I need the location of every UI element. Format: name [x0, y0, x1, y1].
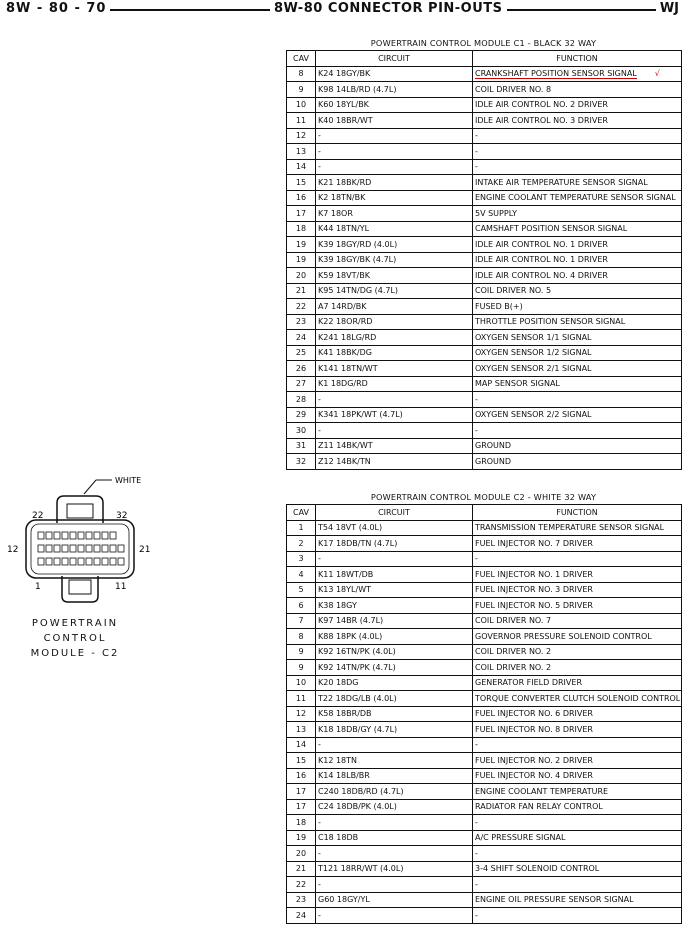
function-cell: OXYGEN SENSOR 1/1 SIGNAL	[473, 330, 682, 346]
circuit-cell: K11 18WT/DB	[316, 567, 473, 583]
table-row	[287, 598, 682, 614]
circuit-cell: K1 18DG/RD	[316, 376, 473, 392]
table-row	[287, 82, 682, 98]
table-row	[287, 299, 682, 315]
circuit-cell: K58 18BR/DB	[316, 706, 473, 722]
annotated-function-text: CRANKSHAFT POSITION SENSOR SIGNAL	[475, 69, 637, 79]
function-cell: OXYGEN SENSOR 1/2 SIGNAL	[473, 345, 682, 361]
circuit-cell: -	[316, 815, 473, 831]
function-cell: MAP SENSOR SIGNAL	[473, 376, 682, 392]
connector-pin-grid	[38, 532, 124, 565]
c2-table-title: POWERTRAIN CONTROL MODULE C2 - WHITE 32 WAY	[370, 492, 597, 502]
cav-cell: 13	[287, 722, 316, 738]
cav-cell: 17	[287, 206, 316, 222]
circuit-cell: K39 18GY/RD (4.0L)	[316, 237, 473, 253]
table-row	[287, 768, 682, 784]
table-row	[287, 784, 682, 800]
circuit-cell: K241 18LG/RD	[316, 330, 473, 346]
table-row	[287, 97, 682, 113]
function-cell: -	[473, 128, 682, 144]
table-row	[287, 113, 682, 129]
cav-cell: 26	[287, 361, 316, 377]
function-cell: ENGINE OIL PRESSURE SENSOR SIGNAL	[473, 892, 682, 908]
function-cell: COIL DRIVER NO. 8	[473, 82, 682, 98]
circuit-cell: K21 18BK/RD	[316, 175, 473, 191]
circuit-header: CIRCUIT	[316, 51, 473, 67]
function-cell: THROTTLE POSITION SENSOR SIGNAL	[473, 314, 682, 330]
section-number: 8W - 80 - 70	[6, 1, 110, 16]
table-row	[287, 861, 682, 877]
table-row	[287, 361, 682, 377]
circuit-cell: -	[316, 144, 473, 160]
c1-table-title: POWERTRAIN CONTROL MODULE C1 - BLACK 32 WAY	[370, 38, 597, 48]
function-cell: -	[473, 392, 682, 408]
cav-cell: 16	[287, 190, 316, 206]
circuit-cell: K98 14LB/RD (4.7L)	[316, 82, 473, 98]
table-row	[287, 314, 682, 330]
circuit-cell: Z12 14BK/TN	[316, 454, 473, 470]
function-cell: IDLE AIR CONTROL NO. 1 DRIVER	[473, 237, 682, 253]
table-row	[287, 706, 682, 722]
function-cell: FUEL INJECTOR NO. 6 DRIVER	[473, 706, 682, 722]
circuit-cell: K40 18BR/WT	[316, 113, 473, 129]
page-title: 8W-80 CONNECTOR PIN-OUTS	[270, 1, 507, 16]
function-cell: COIL DRIVER NO. 2	[473, 660, 682, 676]
pin-number-32: 32	[116, 511, 128, 521]
pin-number-12: 12	[7, 545, 19, 555]
c2-pinout-table	[286, 504, 682, 924]
pin-number-1: 1	[35, 582, 41, 592]
cav-cell: 9	[287, 660, 316, 676]
caption-line-1: POWERTRAIN	[31, 618, 119, 629]
table-row	[287, 454, 682, 470]
circuit-cell: T121 18RR/WT (4.0L)	[316, 861, 473, 877]
cav-cell: 25	[287, 345, 316, 361]
circuit-cell: K20 18DG	[316, 675, 473, 691]
function-cell: FUEL INJECTOR NO. 1 DRIVER	[473, 567, 682, 583]
circuit-cell: -	[316, 128, 473, 144]
function-cell: -	[473, 551, 682, 567]
table-row	[287, 330, 682, 346]
function-cell: COIL DRIVER NO. 7	[473, 613, 682, 629]
table-row	[287, 206, 682, 222]
function-cell: IDLE AIR CONTROL NO. 4 DRIVER	[473, 268, 682, 284]
cav-cell: 1	[287, 520, 316, 536]
circuit-cell: K13 18YL/WT	[316, 582, 473, 598]
cav-cell: 21	[287, 283, 316, 299]
function-cell: FUEL INJECTOR NO. 8 DRIVER	[473, 722, 682, 738]
cav-cell: 6	[287, 598, 316, 614]
table-row	[287, 345, 682, 361]
cav-cell: 15	[287, 753, 316, 769]
circuit-cell: C240 18DB/RD (4.7L)	[316, 784, 473, 800]
table-row	[287, 753, 682, 769]
cav-header: CAV	[287, 505, 316, 521]
cav-cell: 23	[287, 892, 316, 908]
function-cell: -	[473, 846, 682, 862]
circuit-cell: K341 18PK/WT (4.7L)	[316, 407, 473, 423]
circuit-cell: -	[316, 392, 473, 408]
checkmark-annotation: √	[654, 69, 660, 79]
circuit-cell: K39 18GY/BK (4.7L)	[316, 252, 473, 268]
table-row	[287, 660, 682, 676]
table-row	[287, 128, 682, 144]
table-row	[287, 66, 682, 82]
circuit-cell: K17 18DB/TN (4.7L)	[316, 536, 473, 552]
cav-cell: 22	[287, 877, 316, 893]
caption-line-3: MODULE - C2	[30, 648, 120, 659]
function-cell: -	[473, 737, 682, 753]
function-cell: FUEL INJECTOR NO. 4 DRIVER	[473, 768, 682, 784]
circuit-cell: K44 18TN/YL	[316, 221, 473, 237]
circuit-cell: K18 18DB/GY (4.7L)	[316, 722, 473, 738]
function-cell: GOVERNOR PRESSURE SOLENOID CONTROL	[473, 629, 682, 645]
function-header: FUNCTION	[473, 505, 682, 521]
table-row	[287, 908, 682, 924]
function-cell	[473, 66, 682, 82]
cav-cell: 18	[287, 815, 316, 831]
circuit-cell: K92 14TN/PK (4.7L)	[316, 660, 473, 676]
table-row	[287, 221, 682, 237]
cav-cell: 11	[287, 691, 316, 707]
pin-number-22: 22	[32, 511, 44, 521]
cav-cell: 10	[287, 97, 316, 113]
circuit-cell: K59 18VT/BK	[316, 268, 473, 284]
circuit-cell: T54 18VT (4.0L)	[316, 520, 473, 536]
caption-line-2: CONTROL	[43, 633, 107, 644]
cav-cell: 24	[287, 908, 316, 924]
table-row	[287, 438, 682, 454]
table-row	[287, 423, 682, 439]
function-cell: ENGINE COOLANT TEMPERATURE SENSOR SIGNAL	[473, 190, 682, 206]
c1-pinout-table	[286, 50, 682, 470]
table-row	[287, 159, 682, 175]
function-cell: -	[473, 815, 682, 831]
table-row	[287, 691, 682, 707]
table-row	[287, 846, 682, 862]
c2-header-row	[287, 505, 682, 521]
function-cell: 5V SUPPLY	[473, 206, 682, 222]
cav-cell: 3	[287, 551, 316, 567]
cav-cell: 20	[287, 846, 316, 862]
function-cell: GROUND	[473, 454, 682, 470]
connector-face-drawing	[0, 468, 160, 618]
cav-cell: 19	[287, 830, 316, 846]
model-code: WJ	[656, 1, 679, 16]
function-cell: COIL DRIVER NO. 2	[473, 644, 682, 660]
circuit-cell: C24 18DB/PK (4.0L)	[316, 799, 473, 815]
table-row	[287, 190, 682, 206]
circuit-cell: -	[316, 846, 473, 862]
table-row	[287, 877, 682, 893]
table-row	[287, 268, 682, 284]
circuit-cell: K24 18GY/BK	[316, 66, 473, 82]
pin-number-21: 21	[139, 545, 151, 555]
cav-cell: 16	[287, 768, 316, 784]
cav-cell: 10	[287, 675, 316, 691]
table-row	[287, 613, 682, 629]
function-cell: ENGINE COOLANT TEMPERATURE	[473, 784, 682, 800]
table-row	[287, 830, 682, 846]
table-row	[287, 644, 682, 660]
table-row	[287, 892, 682, 908]
cav-cell: 19	[287, 237, 316, 253]
circuit-header: CIRCUIT	[316, 505, 473, 521]
function-cell: GENERATOR FIELD DRIVER	[473, 675, 682, 691]
cav-cell: 21	[287, 861, 316, 877]
function-cell: OXYGEN SENSOR 2/2 SIGNAL	[473, 407, 682, 423]
color-callout-label: WHITE	[115, 476, 142, 485]
circuit-cell: T22 18DG/LB (4.0L)	[316, 691, 473, 707]
circuit-cell: K88 18PK (4.0L)	[316, 629, 473, 645]
circuit-cell: -	[316, 551, 473, 567]
cav-cell: 8	[287, 66, 316, 82]
circuit-cell: K92 16TN/PK (4.0L)	[316, 644, 473, 660]
circuit-cell: Z11 14BK/WT	[316, 438, 473, 454]
function-cell: 3-4 SHIFT SOLENOID CONTROL	[473, 861, 682, 877]
table-row	[287, 582, 682, 598]
circuit-cell: A7 14RD/BK	[316, 299, 473, 315]
table-row	[287, 567, 682, 583]
table-row	[287, 629, 682, 645]
function-cell: -	[473, 144, 682, 160]
cav-cell: 23	[287, 314, 316, 330]
circuit-cell: K7 18OR	[316, 206, 473, 222]
function-cell: COIL DRIVER NO. 5	[473, 283, 682, 299]
function-cell: FUEL INJECTOR NO. 2 DRIVER	[473, 753, 682, 769]
function-cell: -	[473, 877, 682, 893]
function-cell: INTAKE AIR TEMPERATURE SENSOR SIGNAL	[473, 175, 682, 191]
cav-cell: 11	[287, 113, 316, 129]
table-row	[287, 536, 682, 552]
table-row	[287, 252, 682, 268]
table-row	[287, 722, 682, 738]
function-cell: GROUND	[473, 438, 682, 454]
connector-diagram	[0, 468, 160, 668]
cav-cell: 27	[287, 376, 316, 392]
table-row	[287, 520, 682, 536]
function-cell: FUEL INJECTOR NO. 7 DRIVER	[473, 536, 682, 552]
function-cell: -	[473, 908, 682, 924]
circuit-cell: K38 18GY	[316, 598, 473, 614]
table-row	[287, 392, 682, 408]
connector-caption	[0, 616, 150, 661]
function-cell: -	[473, 159, 682, 175]
cav-cell: 13	[287, 144, 316, 160]
circuit-cell: -	[316, 423, 473, 439]
cav-cell: 18	[287, 221, 316, 237]
cav-cell: 31	[287, 438, 316, 454]
cav-cell: 22	[287, 299, 316, 315]
table-row	[287, 283, 682, 299]
cav-cell: 19	[287, 252, 316, 268]
function-cell: FUEL INJECTOR NO. 5 DRIVER	[473, 598, 682, 614]
page-header	[0, 0, 683, 20]
cav-cell: 9	[287, 82, 316, 98]
function-cell: RADIATOR FAN RELAY CONTROL	[473, 799, 682, 815]
circuit-cell: C18 18DB	[316, 830, 473, 846]
cav-cell: 32	[287, 454, 316, 470]
cav-cell: 29	[287, 407, 316, 423]
table-row	[287, 675, 682, 691]
table-row	[287, 144, 682, 160]
cav-cell: 9	[287, 644, 316, 660]
circuit-cell: -	[316, 159, 473, 175]
table-row	[287, 376, 682, 392]
circuit-cell: K14 18LB/BR	[316, 768, 473, 784]
c1-header-row	[287, 51, 682, 67]
cav-cell: 4	[287, 567, 316, 583]
circuit-cell: K97 14BR (4.7L)	[316, 613, 473, 629]
function-cell: FUSED B(+)	[473, 299, 682, 315]
function-cell: IDLE AIR CONTROL NO. 1 DRIVER	[473, 252, 682, 268]
circuit-cell: G60 18GY/YL	[316, 892, 473, 908]
cav-cell: 5	[287, 582, 316, 598]
function-cell: IDLE AIR CONTROL NO. 3 DRIVER	[473, 113, 682, 129]
circuit-cell: -	[316, 737, 473, 753]
circuit-cell: K22 18OR/RD	[316, 314, 473, 330]
function-cell: TORQUE CONVERTER CLUTCH SOLENOID CONTROL	[473, 691, 682, 707]
cav-cell: 7	[287, 613, 316, 629]
function-cell: OXYGEN SENSOR 2/1 SIGNAL	[473, 361, 682, 377]
table-row	[287, 737, 682, 753]
cav-cell: 24	[287, 330, 316, 346]
cav-header: CAV	[287, 51, 316, 67]
circuit-cell: K12 18TN	[316, 753, 473, 769]
circuit-cell: K2 18TN/BK	[316, 190, 473, 206]
cav-cell: 14	[287, 159, 316, 175]
cav-cell: 17	[287, 784, 316, 800]
function-cell: IDLE AIR CONTROL NO. 2 DRIVER	[473, 97, 682, 113]
function-header: FUNCTION	[473, 51, 682, 67]
table-row	[287, 799, 682, 815]
cav-cell: 8	[287, 629, 316, 645]
function-cell: FUEL INJECTOR NO. 3 DRIVER	[473, 582, 682, 598]
circuit-cell: K41 18BK/DG	[316, 345, 473, 361]
cav-cell: 12	[287, 128, 316, 144]
function-cell: A/C PRESSURE SIGNAL	[473, 830, 682, 846]
table-row	[287, 551, 682, 567]
table-row	[287, 237, 682, 253]
circuit-cell: -	[316, 908, 473, 924]
function-cell: TRANSMISSION TEMPERATURE SENSOR SIGNAL	[473, 520, 682, 536]
table-row	[287, 815, 682, 831]
circuit-cell: K95 14TN/DG (4.7L)	[316, 283, 473, 299]
cav-cell: 17	[287, 799, 316, 815]
cav-cell: 30	[287, 423, 316, 439]
function-cell: -	[473, 423, 682, 439]
circuit-cell: -	[316, 877, 473, 893]
circuit-cell: K60 18YL/BK	[316, 97, 473, 113]
cav-cell: 15	[287, 175, 316, 191]
cav-cell: 14	[287, 737, 316, 753]
table-row	[287, 407, 682, 423]
cav-cell: 12	[287, 706, 316, 722]
pin-number-11: 11	[115, 582, 127, 592]
cav-cell: 20	[287, 268, 316, 284]
cav-cell: 28	[287, 392, 316, 408]
circuit-cell: K141 18TN/WT	[316, 361, 473, 377]
cav-cell: 2	[287, 536, 316, 552]
table-row	[287, 175, 682, 191]
function-cell: CAMSHAFT POSITION SENSOR SIGNAL	[473, 221, 682, 237]
